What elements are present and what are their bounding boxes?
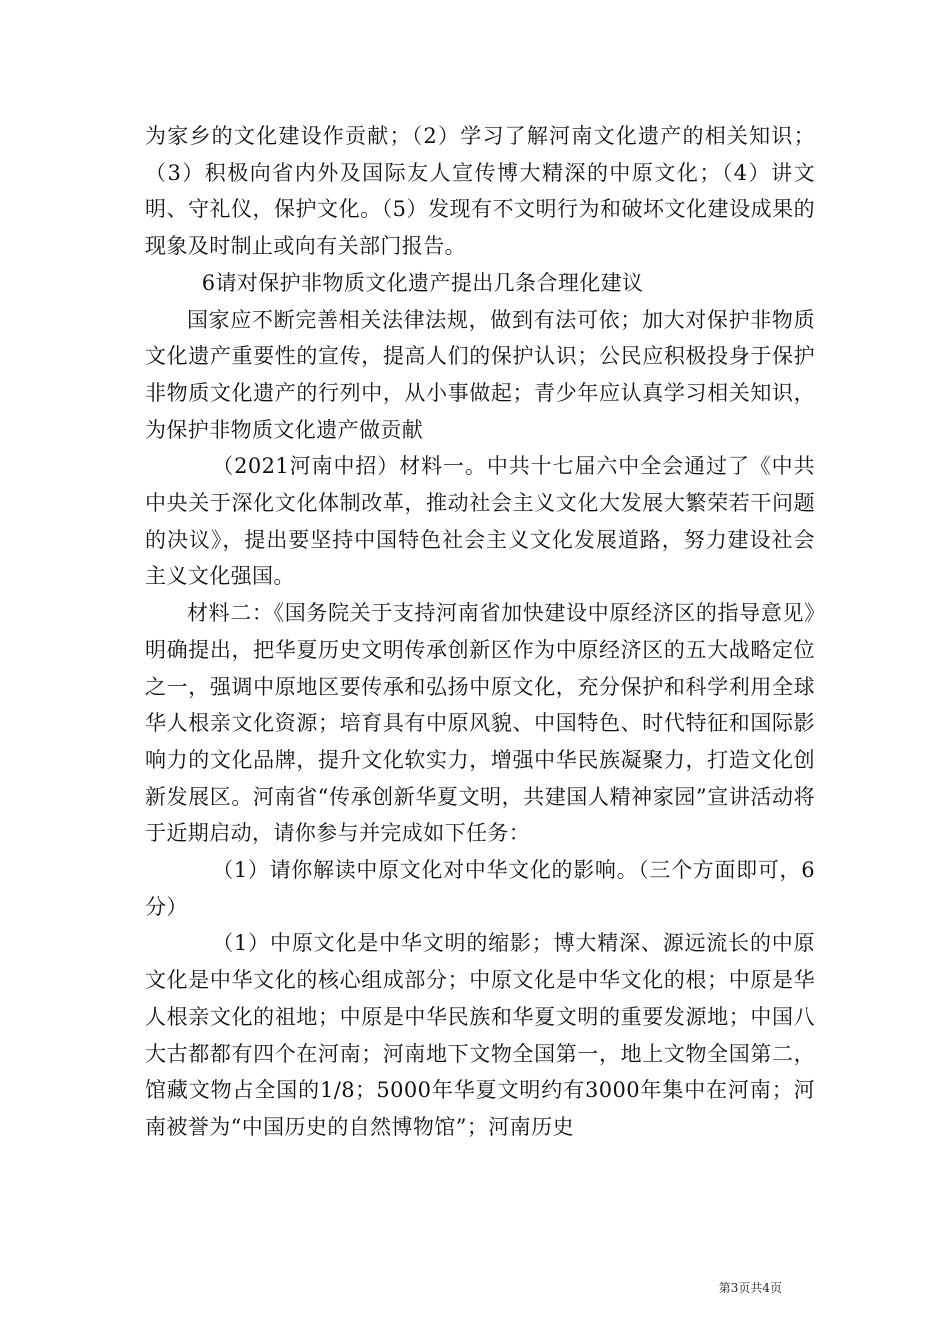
- paragraph-answer-1: （1）中原文化是中华文明的缩影；博大精深、源远流长的中原文化是中华文化的核心组成部分；中原文化是中华文化的根；中原是华人根亲文化的祖地；中原是中华民族和华夏文明的重要发源地；中国八大古都都有四个在河南；河南地下文物全国第一，地上文物全国第二，馆藏文物占全国的1/8；5000年华夏文明约有3000年集中在河南；河南被誉为“中国历史的自然博物馆”；河南历史: [145, 931, 815, 1139]
- paragraph-material-one: （2021河南中招）材料一。中共十七届六中全会通过了《中共中央关于深化文化体制改革，推动社会主义文化大发展大繁荣若干问题的决议》，提出要坚持中国特色社会主义文化发展道路，努力建设社会主义文化强国。: [145, 454, 815, 589]
- paragraph-protection-suggestions: 国家应不断完善相关法律法规，做到有法可依；加大对保护非物质文化遗产重要性的宣传，提高人们的保护认识；公民应积极投身于保护非物质文化遗产的行列中，从小事做起；青少年应认真学习相关知识，为保护非物质文化遗产做贡献: [145, 307, 815, 442]
- page-number: 第3页共4页: [718, 1281, 782, 1295]
- question-6-heading: 6请对保护非物质文化遗产提出几条合理化建议: [201, 270, 644, 295]
- question-1-prompt: （1）请你解读中原文化对中华文化的影响。（三个方面即可，6分）: [145, 858, 815, 919]
- paragraph-material-two: 材料二：《国务院关于支持河南省加快建设中原经济区的指导意见》明确提出，把华夏历史文明传承创新区作为中原经济区的五大战略定位之一，强调中原地区要传承和弘扬中原文化，充分保护和科学利用全球华人根亲文化资源；培育具有中原风貌、中国特色、时代特征和国际影响力的文化品牌，提升文化软实力，增强中华民族凝聚力，打造文化创新发展区。河南省“传承创新华夏文明，共建国人精神家园”宣讲活动将于近期启动，请你参与并完成如下任务：: [145, 601, 815, 846]
- document-body: [145, 118, 815, 1146]
- paragraph-contribution-list: 为家乡的文化建设作贡献；（2）学习了解河南文化遗产的相关知识；（3）积极向省内外及国际友人宣传博大精深的中原文化；（4）讲文明、守礼仪，保护文化。（5）发现有不文明行为和破坏文化建设成果的现象及时制止或向有关部门报告。: [145, 124, 815, 259]
